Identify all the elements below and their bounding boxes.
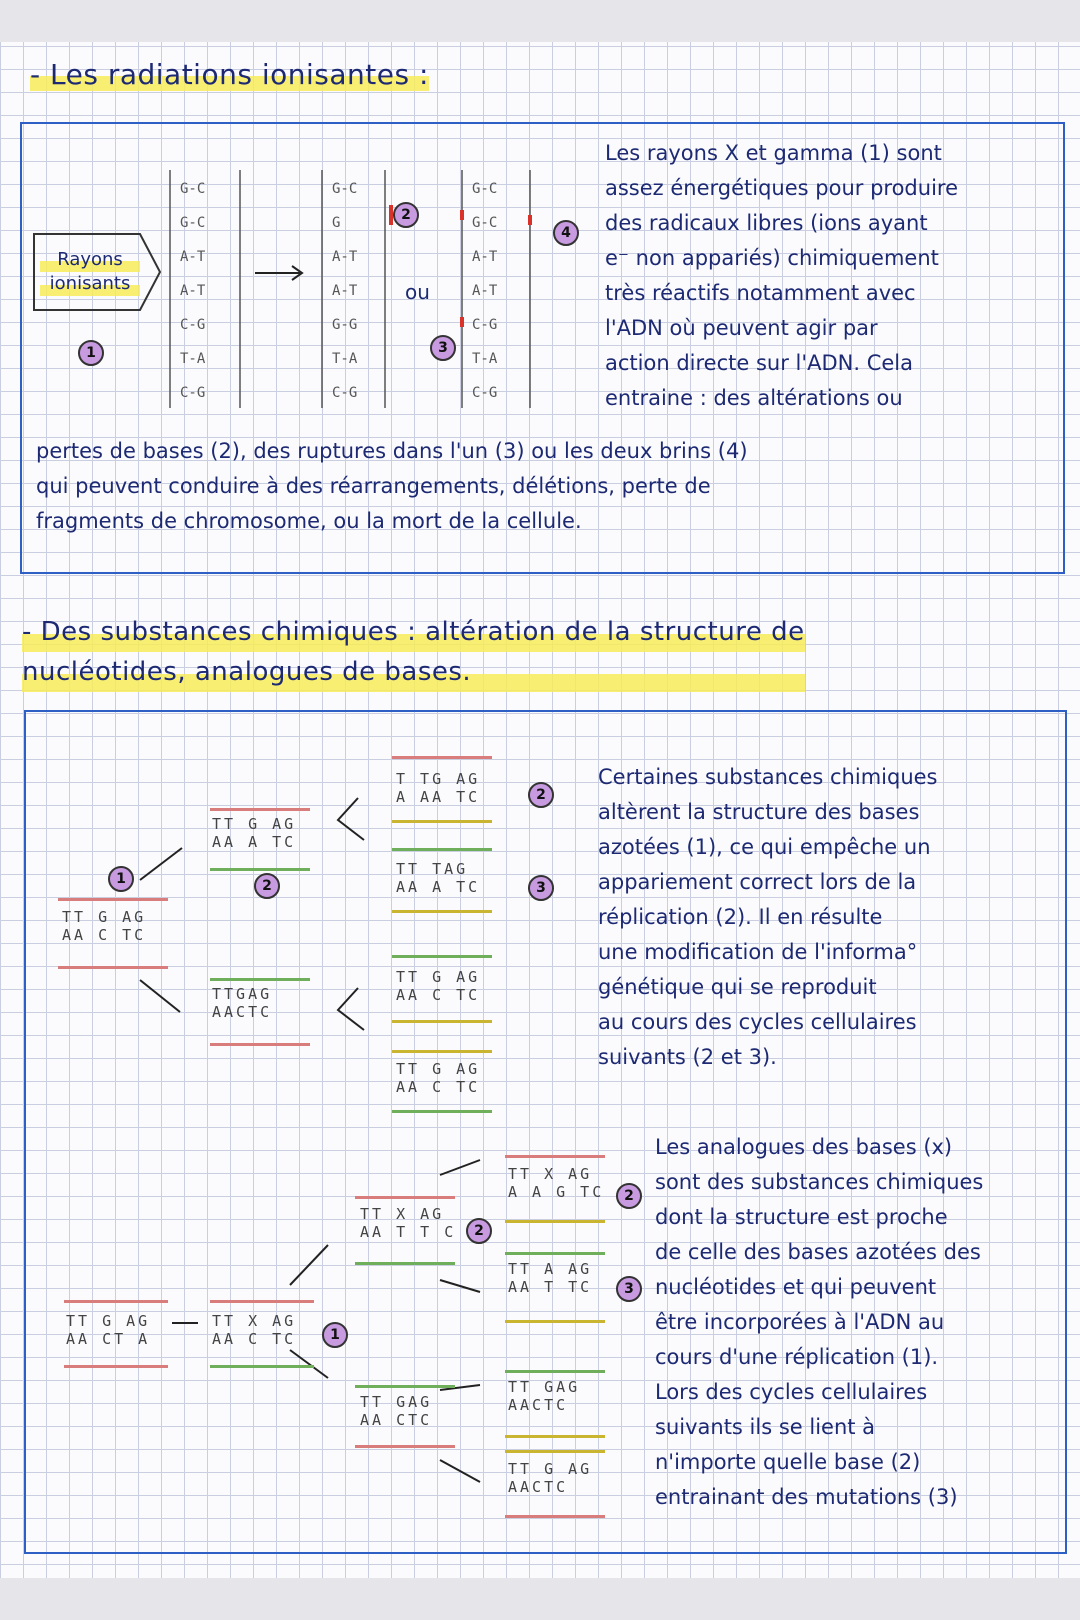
rays-label-line2: ionisants bbox=[40, 272, 140, 296]
dna-pair: T-A bbox=[180, 351, 206, 367]
text-line: de celle des bases azotées des bbox=[655, 1240, 981, 1264]
dna-ladder-intact bbox=[180, 172, 205, 410]
strand-top: T TG AG bbox=[396, 770, 481, 788]
text-line: azotées (1), ce qui empêche un bbox=[598, 835, 931, 859]
section1-title-text: - Les radiations ionisantes : bbox=[30, 58, 429, 91]
strand-a bbox=[62, 908, 146, 944]
dna-pair: G-G bbox=[332, 317, 358, 333]
strand-top: TT GAG bbox=[508, 1378, 581, 1396]
marker-1: 1 bbox=[78, 340, 104, 366]
strand-bottom: AA C TC bbox=[396, 986, 481, 1004]
dna-pair: G-C bbox=[180, 181, 206, 197]
text-line: qui peuvent conduire à des réarrangements, délétions, perte de bbox=[36, 474, 711, 498]
marker-4: 4 bbox=[553, 220, 579, 246]
strand-d bbox=[396, 770, 480, 806]
text-line: sont des substances chimiques bbox=[655, 1170, 984, 1194]
text-line: une modification de l'informa° bbox=[598, 940, 918, 964]
strand-n bbox=[508, 1378, 580, 1414]
strand-top: TT TAG bbox=[396, 860, 469, 878]
text-line: Les rayons X et gamma (1) sont bbox=[605, 141, 942, 165]
strand-bottom: AA C TC bbox=[212, 1330, 297, 1348]
text-line: n'importe quelle base (2) bbox=[655, 1450, 921, 1474]
strand-top: TT G AG bbox=[396, 1060, 481, 1078]
strand-bottom: AA C TC bbox=[62, 926, 147, 944]
dna-pair: C-G bbox=[332, 385, 358, 401]
strand-bottom: AA A TC bbox=[212, 833, 297, 851]
strand-bottom: AACTC bbox=[212, 1003, 273, 1021]
dna-pair: A-T bbox=[472, 249, 498, 265]
dna-pair: A-T bbox=[332, 283, 358, 299]
text-line: suivants ils se lient à bbox=[655, 1415, 876, 1439]
marker-3: 3 bbox=[430, 335, 456, 361]
dna-pair: C-G bbox=[472, 317, 498, 333]
section2-title-line2: nucléotides, analogues de bases. bbox=[22, 652, 805, 692]
dna-pair: G-C bbox=[332, 181, 358, 197]
text-line: très réactifs notamment avec bbox=[605, 281, 916, 305]
text-line: Certaines substances chimiques bbox=[598, 765, 938, 789]
marker-2: 2 bbox=[616, 1183, 642, 1209]
strand-bottom: AA A TC bbox=[396, 878, 481, 896]
text-line: l'ADN où peuvent agir par bbox=[605, 316, 878, 340]
marker-2: 2 bbox=[393, 202, 419, 228]
strand-bottom: AA T TC bbox=[508, 1278, 593, 1296]
marker-1: 1 bbox=[108, 866, 134, 892]
marker-3: 3 bbox=[528, 875, 554, 901]
strand-c bbox=[212, 985, 272, 1021]
text-line: suivants (2 et 3). bbox=[598, 1045, 777, 1069]
text-line: dont la structure est proche bbox=[655, 1205, 948, 1229]
text-line: réplication (2). Il en résulte bbox=[598, 905, 883, 929]
dna-ladder-broken bbox=[472, 172, 497, 410]
marker-2: 2 bbox=[466, 1218, 492, 1244]
rays-label-line1: Rayons bbox=[40, 248, 140, 272]
text-line: nucléotides et qui peuvent bbox=[655, 1275, 937, 1299]
text-line: e⁻ non appariés) chimiquement bbox=[605, 246, 939, 270]
strand-bottom: AACTC bbox=[508, 1478, 569, 1496]
strand-bottom: A AA TC bbox=[396, 788, 481, 806]
section2-title bbox=[22, 612, 805, 692]
dna-pair: C-G bbox=[472, 385, 498, 401]
text-line: Les analogues des bases (x) bbox=[655, 1135, 953, 1159]
strand-g bbox=[396, 1060, 480, 1096]
dna-pair: A-T bbox=[472, 283, 498, 299]
strand-f bbox=[396, 968, 480, 1004]
strand-top: TT G AG bbox=[66, 1312, 151, 1330]
marker-3: 3 bbox=[616, 1276, 642, 1302]
dna-pair: A-T bbox=[180, 283, 206, 299]
strand-top: TT X AG bbox=[212, 1312, 297, 1330]
dna-pair: A-T bbox=[332, 249, 358, 265]
text-line: assez énergétiques pour produire bbox=[605, 176, 958, 200]
text-line: Lors des cycles cellulaires bbox=[655, 1380, 928, 1404]
ou-label: ou bbox=[405, 280, 430, 304]
rays-label bbox=[40, 248, 140, 296]
marker-1: 1 bbox=[322, 1322, 348, 1348]
section2-paragraph2 bbox=[655, 1130, 1055, 1515]
strand-bottom: AACTC bbox=[508, 1396, 569, 1414]
dna-ladder-damaged bbox=[332, 172, 357, 410]
dna-pair: C-G bbox=[180, 317, 206, 333]
strand-j bbox=[360, 1205, 456, 1241]
text-line: cours d'une réplication (1). bbox=[655, 1345, 939, 1369]
strand-top: TT G AG bbox=[508, 1460, 593, 1478]
strand-h bbox=[66, 1312, 150, 1348]
marker-2: 2 bbox=[254, 873, 280, 899]
dna-pair: G-C bbox=[180, 215, 206, 231]
section1-paragraph bbox=[605, 136, 1055, 416]
strand-e bbox=[396, 860, 480, 896]
strand-top: TT G AG bbox=[62, 908, 147, 926]
dna-pair: C-G bbox=[180, 385, 206, 401]
text-line: être incorporées à l'ADN au bbox=[655, 1310, 945, 1334]
strand-top: TT GAG bbox=[360, 1393, 433, 1411]
strand-top: TTGAG bbox=[212, 985, 273, 1003]
strand-bottom: AA CTC bbox=[360, 1411, 433, 1429]
text-line: entrainant des mutations (3) bbox=[655, 1485, 958, 1509]
section2-paragraph1 bbox=[598, 760, 1053, 1075]
text-line: entraine : des altérations ou bbox=[605, 386, 903, 410]
strand-o bbox=[508, 1460, 592, 1496]
section1-paragraph-cont bbox=[36, 434, 1056, 539]
section2-title-line1: - Des substances chimiques : altération de la structure de bbox=[22, 612, 805, 652]
strand-top: TT G AG bbox=[396, 968, 481, 986]
dna-pair: T-A bbox=[472, 351, 498, 367]
strand-l bbox=[508, 1165, 604, 1201]
strand-i bbox=[212, 1312, 296, 1348]
text-line: génétique qui se reproduit bbox=[598, 975, 877, 999]
strand-top: TT A AG bbox=[508, 1260, 593, 1278]
strand-bottom: AA T T C bbox=[360, 1223, 457, 1241]
strand-k bbox=[360, 1393, 432, 1429]
strand-bottom: A A G TC bbox=[508, 1183, 605, 1201]
strand-bottom: AA CT A bbox=[66, 1330, 151, 1348]
strand-top: TT X AG bbox=[508, 1165, 593, 1183]
strand-top: TT G AG bbox=[212, 815, 297, 833]
text-line: appariement correct lors de la bbox=[598, 870, 917, 894]
text-line: des radicaux libres (ions ayant bbox=[605, 211, 928, 235]
text-line: fragments de chromosome, ou la mort de la cellule. bbox=[36, 509, 582, 533]
dna-pair: A-T bbox=[180, 249, 206, 265]
dna-pair: G-C bbox=[472, 215, 498, 231]
text-line: altèrent la structure des bases bbox=[598, 800, 920, 824]
strand-b bbox=[212, 815, 296, 851]
dna-pair: T-A bbox=[332, 351, 358, 367]
text-line: au cours des cycles cellulaires bbox=[598, 1010, 917, 1034]
text-line: pertes de bases (2), des ruptures dans l'un (3) ou les deux brins (4) bbox=[36, 439, 748, 463]
strand-top: TT X AG bbox=[360, 1205, 445, 1223]
text-line: action directe sur l'ADN. Cela bbox=[605, 351, 913, 375]
strand-bottom: AA C TC bbox=[396, 1078, 481, 1096]
strand-m bbox=[508, 1260, 592, 1296]
dna-pair: G-C bbox=[472, 181, 498, 197]
dna-pair: G bbox=[332, 215, 341, 231]
marker-2: 2 bbox=[528, 782, 554, 808]
